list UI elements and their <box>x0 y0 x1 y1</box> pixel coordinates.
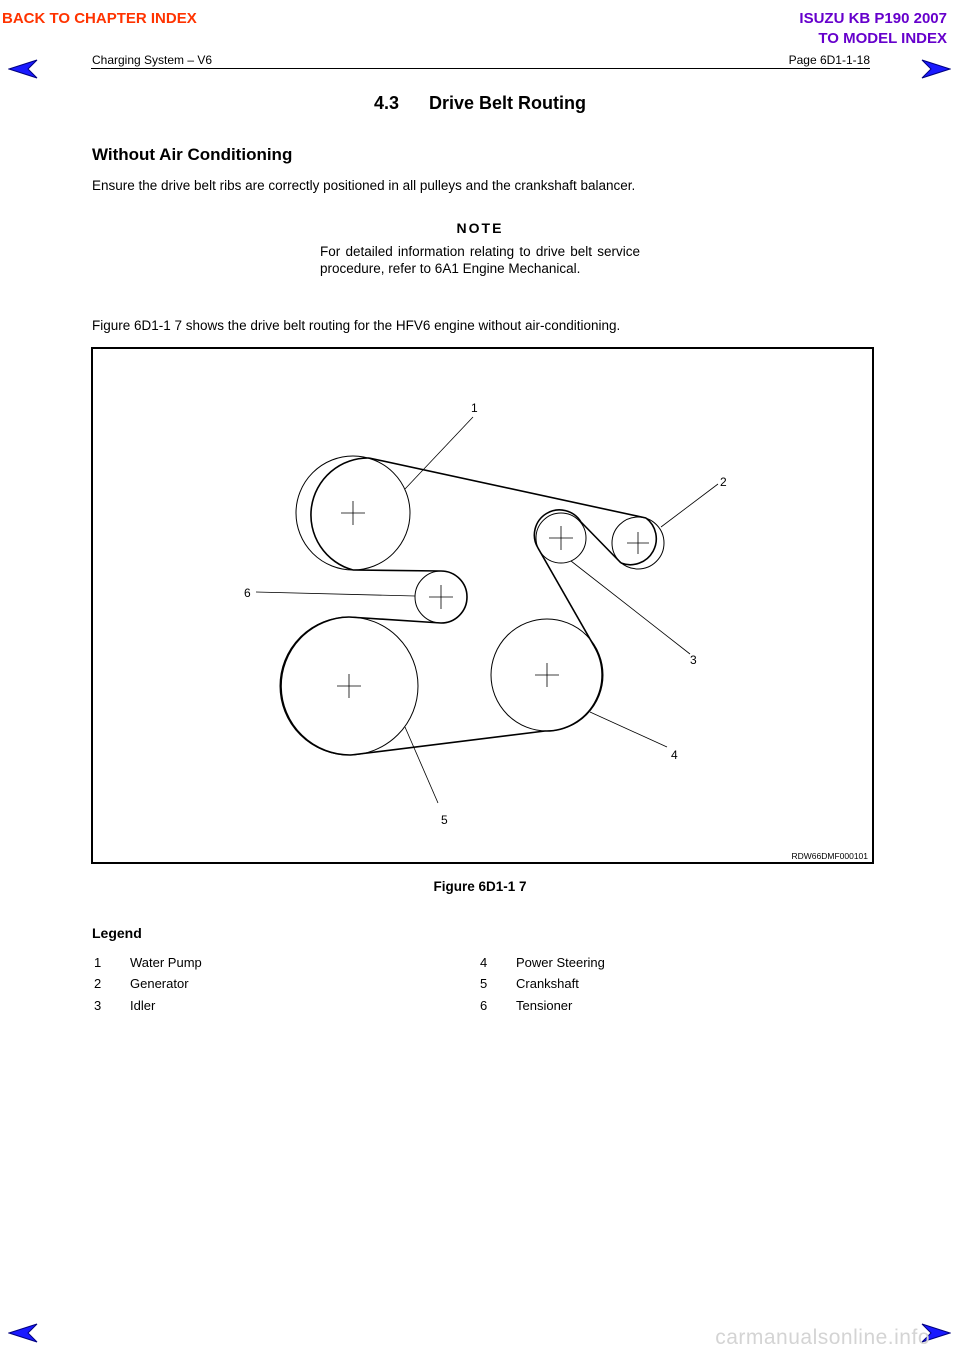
section-title: 4.3 Drive Belt Routing <box>373 93 587 113</box>
legend-item-label: Idler <box>130 998 156 1013</box>
legend-item-label: Power Steering <box>516 955 605 970</box>
legend-item-label: Tensioner <box>516 998 573 1013</box>
legend-item-number: 1 <box>94 955 102 970</box>
callout-3-label: 3 <box>690 653 697 667</box>
drive-belt-routing-figure <box>91 347 874 864</box>
callout-4-label: 4 <box>671 748 678 762</box>
legend-title: Legend <box>92 925 142 941</box>
legend-item-number: 6 <box>480 998 488 1013</box>
model-title-link[interactable]: ISUZU KB P190 2007 <box>799 10 947 27</box>
callout-2-label: 2 <box>720 475 727 489</box>
previous-page-arrow-icon[interactable] <box>8 58 38 80</box>
drive-belt <box>281 458 656 755</box>
legend-item-number: 2 <box>94 976 102 991</box>
legend-item-number: 5 <box>480 976 488 991</box>
note-text: For detailed information relating to drive belt service procedure, refer to 6A1 Engine Mechanical. <box>320 244 640 276</box>
intro-paragraph: Ensure the drive belt ribs are correctly positioned in all pulleys and the crankshaft balancer. <box>92 178 636 193</box>
drive-belt-diagram <box>93 349 872 862</box>
footer-site-watermark: carmanualsonline.info <box>715 1326 930 1349</box>
next-page-arrow-icon[interactable] <box>921 58 951 80</box>
note-title: NOTE <box>456 220 504 236</box>
figure-reference-paragraph: Figure 6D1-1 7 shows the drive belt routing for the HFV6 engine without air-conditioning. <box>92 318 621 333</box>
header-divider <box>91 68 870 69</box>
legend-item-label: Crankshaft <box>516 976 579 991</box>
legend-item-number: 3 <box>94 998 102 1013</box>
to-model-index-link[interactable]: TO MODEL INDEX <box>818 30 947 47</box>
legend-item-label: Water Pump <box>130 955 202 970</box>
legend-item-number: 4 <box>480 955 488 970</box>
legend-item-label: Generator <box>130 976 189 991</box>
callout-5-label: 5 <box>441 813 448 827</box>
figure-code: RDW66DMF000101 <box>791 851 868 861</box>
figure-caption: Figure 6D1-1 7 <box>433 879 527 894</box>
callout-leaders <box>256 417 718 803</box>
running-header-page-number: Page 6D1-1-18 <box>788 53 870 67</box>
callout-6-label: 6 <box>244 586 251 600</box>
sub-heading: Without Air Conditioning <box>92 145 293 164</box>
back-to-chapter-index-link[interactable]: BACK TO CHAPTER INDEX <box>2 10 197 27</box>
previous-page-arrow-bottom-icon[interactable] <box>8 1322 38 1344</box>
running-header-section: Charging System – V6 <box>92 53 213 67</box>
callout-1-label: 1 <box>471 401 478 415</box>
